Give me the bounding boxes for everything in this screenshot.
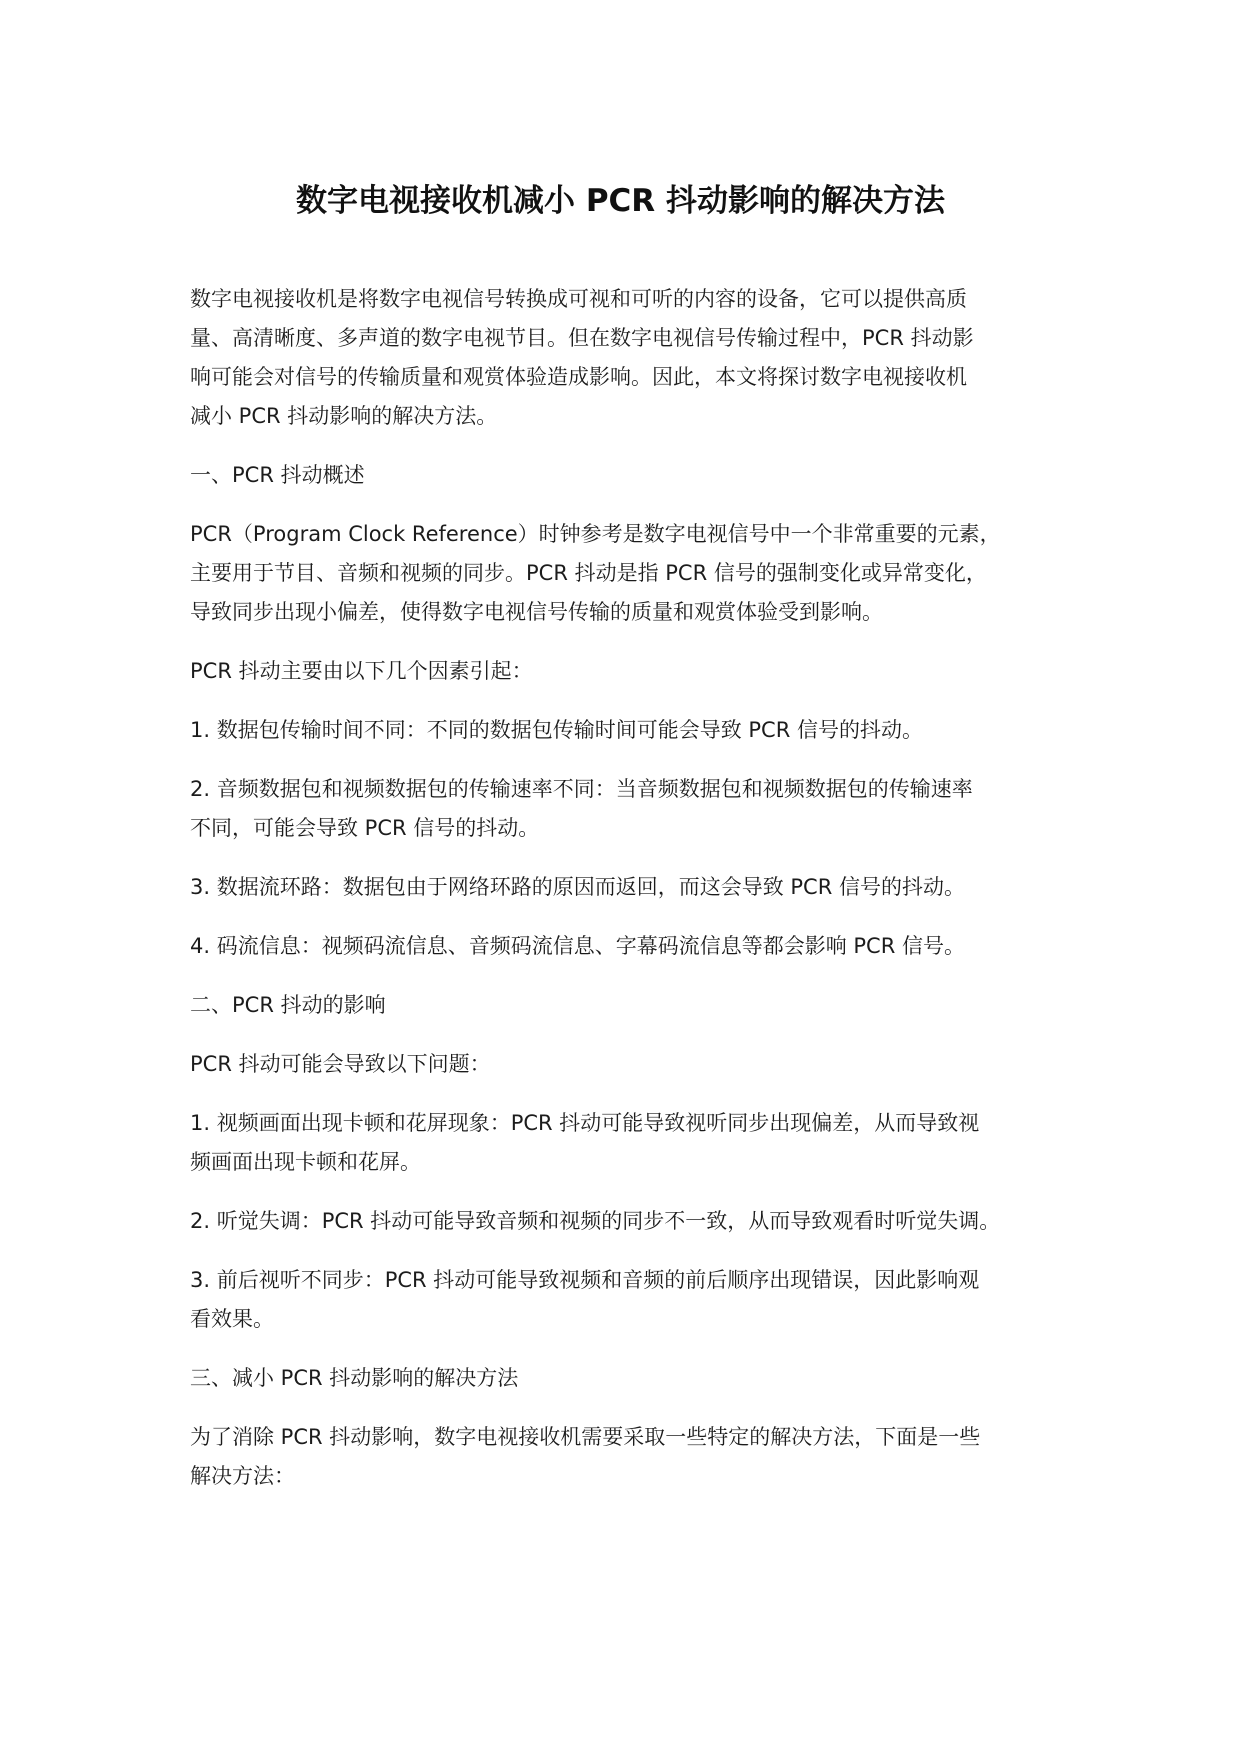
intro-line: 量、高清晰度、多声道的数字电视节目。但在数字电视信号传输过程中，PCR 抖动影 <box>190 326 974 350</box>
solutions-intro-line: 为了消除 PCR 抖动影响，数字电视接收机需要采取一些特定的解决方法，下面是一些 <box>190 1425 981 1449</box>
effect-line: 3. 前后视听不同步：PCR 抖动可能导致视频和音频的前后顺序出现错误，因此影响观 <box>190 1268 980 1292</box>
cause-line: 4. 码流信息：视频码流信息、音频码流信息、字幕码流信息等都会影响 PCR 信号。 <box>190 934 965 958</box>
intro-line: 减小 PCR 抖动影响的解决方法。 <box>190 404 498 428</box>
cause-item <box>190 927 1070 966</box>
effect-item <box>190 1202 1070 1241</box>
effect-line: 1. 视频画面出现卡顿和花屏现象：PCR 抖动可能导致视听同步出现偏差，从而导致视 <box>190 1111 980 1135</box>
solutions-intro <box>190 1418 1070 1496</box>
cause-line: 2. 音频数据包和视频数据包的传输速率不同：当音频数据包和视频数据包的传输速率 <box>190 777 973 801</box>
intro-line: 响可能会对信号的传输质量和观赏体验造成影响。因此，本文将探讨数字电视接收机 <box>190 365 967 389</box>
effect-item <box>190 1261 1070 1339</box>
intro-line: 数字电视接收机是将数字电视信号转换成可视和可听的内容的设备，它可以提供高质 <box>190 287 967 311</box>
section-heading-effects: 二、PCR 抖动的影响 <box>190 993 386 1017</box>
document-body <box>190 280 1070 1516</box>
cause-item <box>190 868 1070 907</box>
cause-item <box>190 711 1070 750</box>
causes-intro <box>190 652 1070 691</box>
cause-item <box>190 770 1070 848</box>
effect-line: 2. 听觉失调：PCR 抖动可能导致音频和视频的同步不一致，从而导致观看时听觉失调。 <box>190 1209 1001 1233</box>
definition-line: 导致同步出现小偏差，使得数字电视信号传输的质量和观赏体验受到影响。 <box>190 600 883 624</box>
pcr-definition-paragraph <box>190 515 1070 632</box>
effect-item <box>190 1104 1070 1182</box>
effects-intro-line: PCR 抖动可能会导致以下问题： <box>190 1052 491 1076</box>
definition-line: 主要用于节目、音频和视频的同步。PCR 抖动是指 PCR 信号的强制变化或异常变化， <box>190 561 987 585</box>
section-heading-solutions: 三、减小 PCR 抖动影响的解决方法 <box>190 1366 519 1390</box>
effects-intro <box>190 1045 1070 1084</box>
definition-line: PCR（Program Clock Reference）时钟参考是数字电视信号中一个非常重要的元素， <box>190 522 1001 546</box>
causes-intro-line: PCR 抖动主要由以下几个因素引起： <box>190 659 533 683</box>
solutions-intro-line: 解决方法： <box>190 1464 295 1488</box>
cause-line: 1. 数据包传输时间不同：不同的数据包传输时间可能会导致 PCR 信号的抖动。 <box>190 718 923 742</box>
section-heading-overview: 一、PCR 抖动概述 <box>190 463 365 487</box>
cause-line: 不同，可能会导致 PCR 信号的抖动。 <box>190 816 540 840</box>
effect-line: 频画面出现卡顿和花屏。 <box>190 1150 421 1174</box>
intro-paragraph <box>190 280 1070 436</box>
cause-line: 3. 数据流环路：数据包由于网络环路的原因而返回，而这会导致 PCR 信号的抖动。 <box>190 875 965 899</box>
document-title: 数字电视接收机减小 PCR 抖动影响的解决方法 <box>296 183 945 219</box>
effect-line: 看效果。 <box>190 1307 274 1331</box>
